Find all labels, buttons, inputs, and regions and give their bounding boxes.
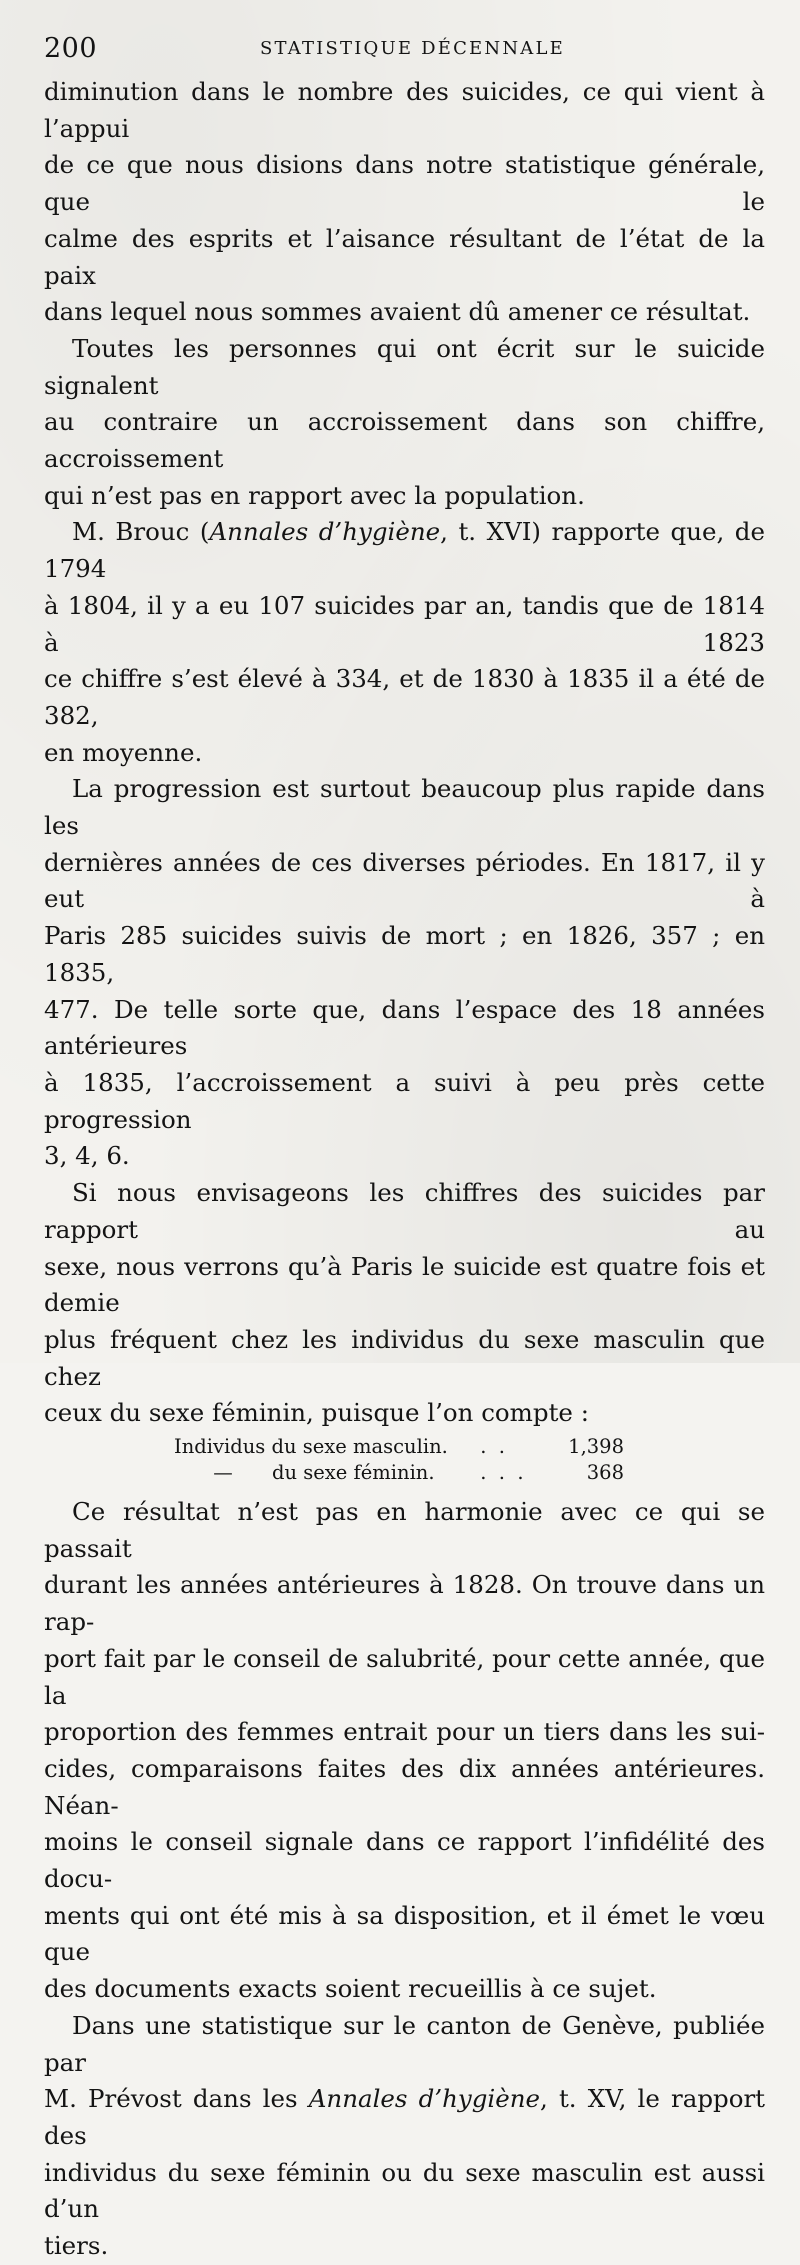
paragraph-6-line-3: port fait par le conseil de salubrité, pour cette année, que la [44,1643,765,1710]
paragraph-4-line-3: Paris 285 suicides suivis de mort ; en 1826, 357 ; en 1835, [44,921,765,987]
paragraph-7-line-2 [44,2081,765,2154]
paragraph-6-line-6: moins le conseil signale dans ce rapport l’infidélité des docu- [44,1827,765,1894]
paragraph-7-text-a: M. Prévost dans les [44,2084,309,2114]
paragraph-6-line-4: proportion des femmes entrait pour un tiers dans les sui- [44,1717,765,1747]
paragraph-4-line-5: à 1835, l’accroissement a suivi à peu près cette progression [44,1067,765,1134]
paragraph-1-line-4: dans lequel nous sommes avaient dû amener ce résultat. [44,297,751,327]
paragraph-1-line-3: calme des esprits et l’aisance résultant de l’état de la paix [44,223,765,290]
paragraph-5-line-4: ceux du sexe féminin, puisque l’on compte : [44,1398,589,1428]
paragraph-1-line-2: de ce que nous disions dans notre statistique générale, que le [44,150,765,217]
table-row-value: 368 [586,1461,624,1485]
paragraph-4-line-2: dernières années de ces diverses périodes. En 1817, il y eut à [44,847,765,914]
running-title: STATISTIQUE DÉCENNALE [260,38,565,59]
paragraph-5-line-2: sexe, nous verrons qu’à Paris le suicide est quatre fois et demie [44,1251,765,1318]
paragraph-7-line-3: individus du sexe féminin ou du sexe masculin est aussi d’un [44,2157,765,2224]
suicide-sex-table [44,1434,765,1486]
paragraph-3-text-a: M. Brouc ( [72,517,210,547]
paragraph-3-line-4: en moyenne. [44,737,203,767]
table-row-label-group [174,1460,474,1486]
body-text [44,74,765,2265]
table-row-label: Individus du sexe masculin. [174,1435,448,1459]
paragraph-7-line-4: tiers. [44,2231,109,2261]
paragraph-3-line-3: ce chiffre s’est élevé à 334, et de 1830 à 1835 il a été de 382, [44,664,765,730]
journal-title-italic: Annales d’hygiène [209,517,441,547]
paragraph-6-line-1: Ce résultat n’est pas en harmonie avec ce qui se passait [44,1497,765,1563]
paragraph-2-line-2: au contraire un accroissement dans son chiffre, accroissement [44,407,765,474]
paragraph-6-line-5: cides, comparaisons faites des dix années antérieures. Néan- [44,1753,765,1820]
paragraph-5-line-1: Si nous envisageons les chiffres des suicides par rapport au [44,1178,765,1244]
journal-title-italic: Annales d’hygiène [308,2084,541,2114]
paragraph-4-line-4: 477. De telle sorte que, dans l’espace des 18 années antérieures [44,994,765,1061]
paragraph-4-line-6: 3, 4, 6. [44,1141,130,1171]
paragraph-2-line-1: Toutes les personnes qui ont écrit sur le suicide signalent [44,333,765,400]
table-row-dots: . . . [474,1461,524,1485]
paragraph-3-line-1 [44,514,765,587]
paragraph-3-line-2: à 1804, il y a eu 107 suicides par an, tandis que de 1814 à 1823 [44,590,765,657]
table-row-dots: . . [474,1435,505,1459]
paragraph-6-line-2: durant les années antérieures à 1828. On trouve dans un rap- [44,1570,765,1637]
paragraph-7-text-b: , t. XV, le rapport des [44,2084,766,2150]
paragraph-1-line-1: diminution dans le nombre des suicides, ce qui vient à l’appui [44,77,765,143]
paragraph-7-line-1: Dans une statistique sur le canton de Genève, publiée par [44,2010,765,2077]
table-row [174,1460,765,1486]
paragraph-6-line-7: ments qui ont été mis à sa disposition, et il émet le vœu que [44,1900,765,1967]
table-row [174,1434,765,1460]
paragraph-5-line-3: plus fréquent chez les individus du sexe masculin que chez [44,1324,765,1391]
paragraph-2-line-3: qui n’est pas en rapport avec la population. [44,480,585,510]
page-header [44,0,765,64]
table-row-value: 1,398 [568,1435,624,1459]
paragraph-3-text-b: , t. XVI) rapporte que, de 1794 [44,517,765,584]
paragraph-6-line-8: des documents exacts soient recueillis à ce sujet. [44,1974,657,2004]
paragraph-4-line-1: La progression est surtout beaucoup plus rapide dans les [44,774,765,841]
page-number: 200 [44,33,98,64]
table-row-label: du sexe féminin. [272,1461,435,1485]
ditto-dash: — [213,1461,233,1485]
